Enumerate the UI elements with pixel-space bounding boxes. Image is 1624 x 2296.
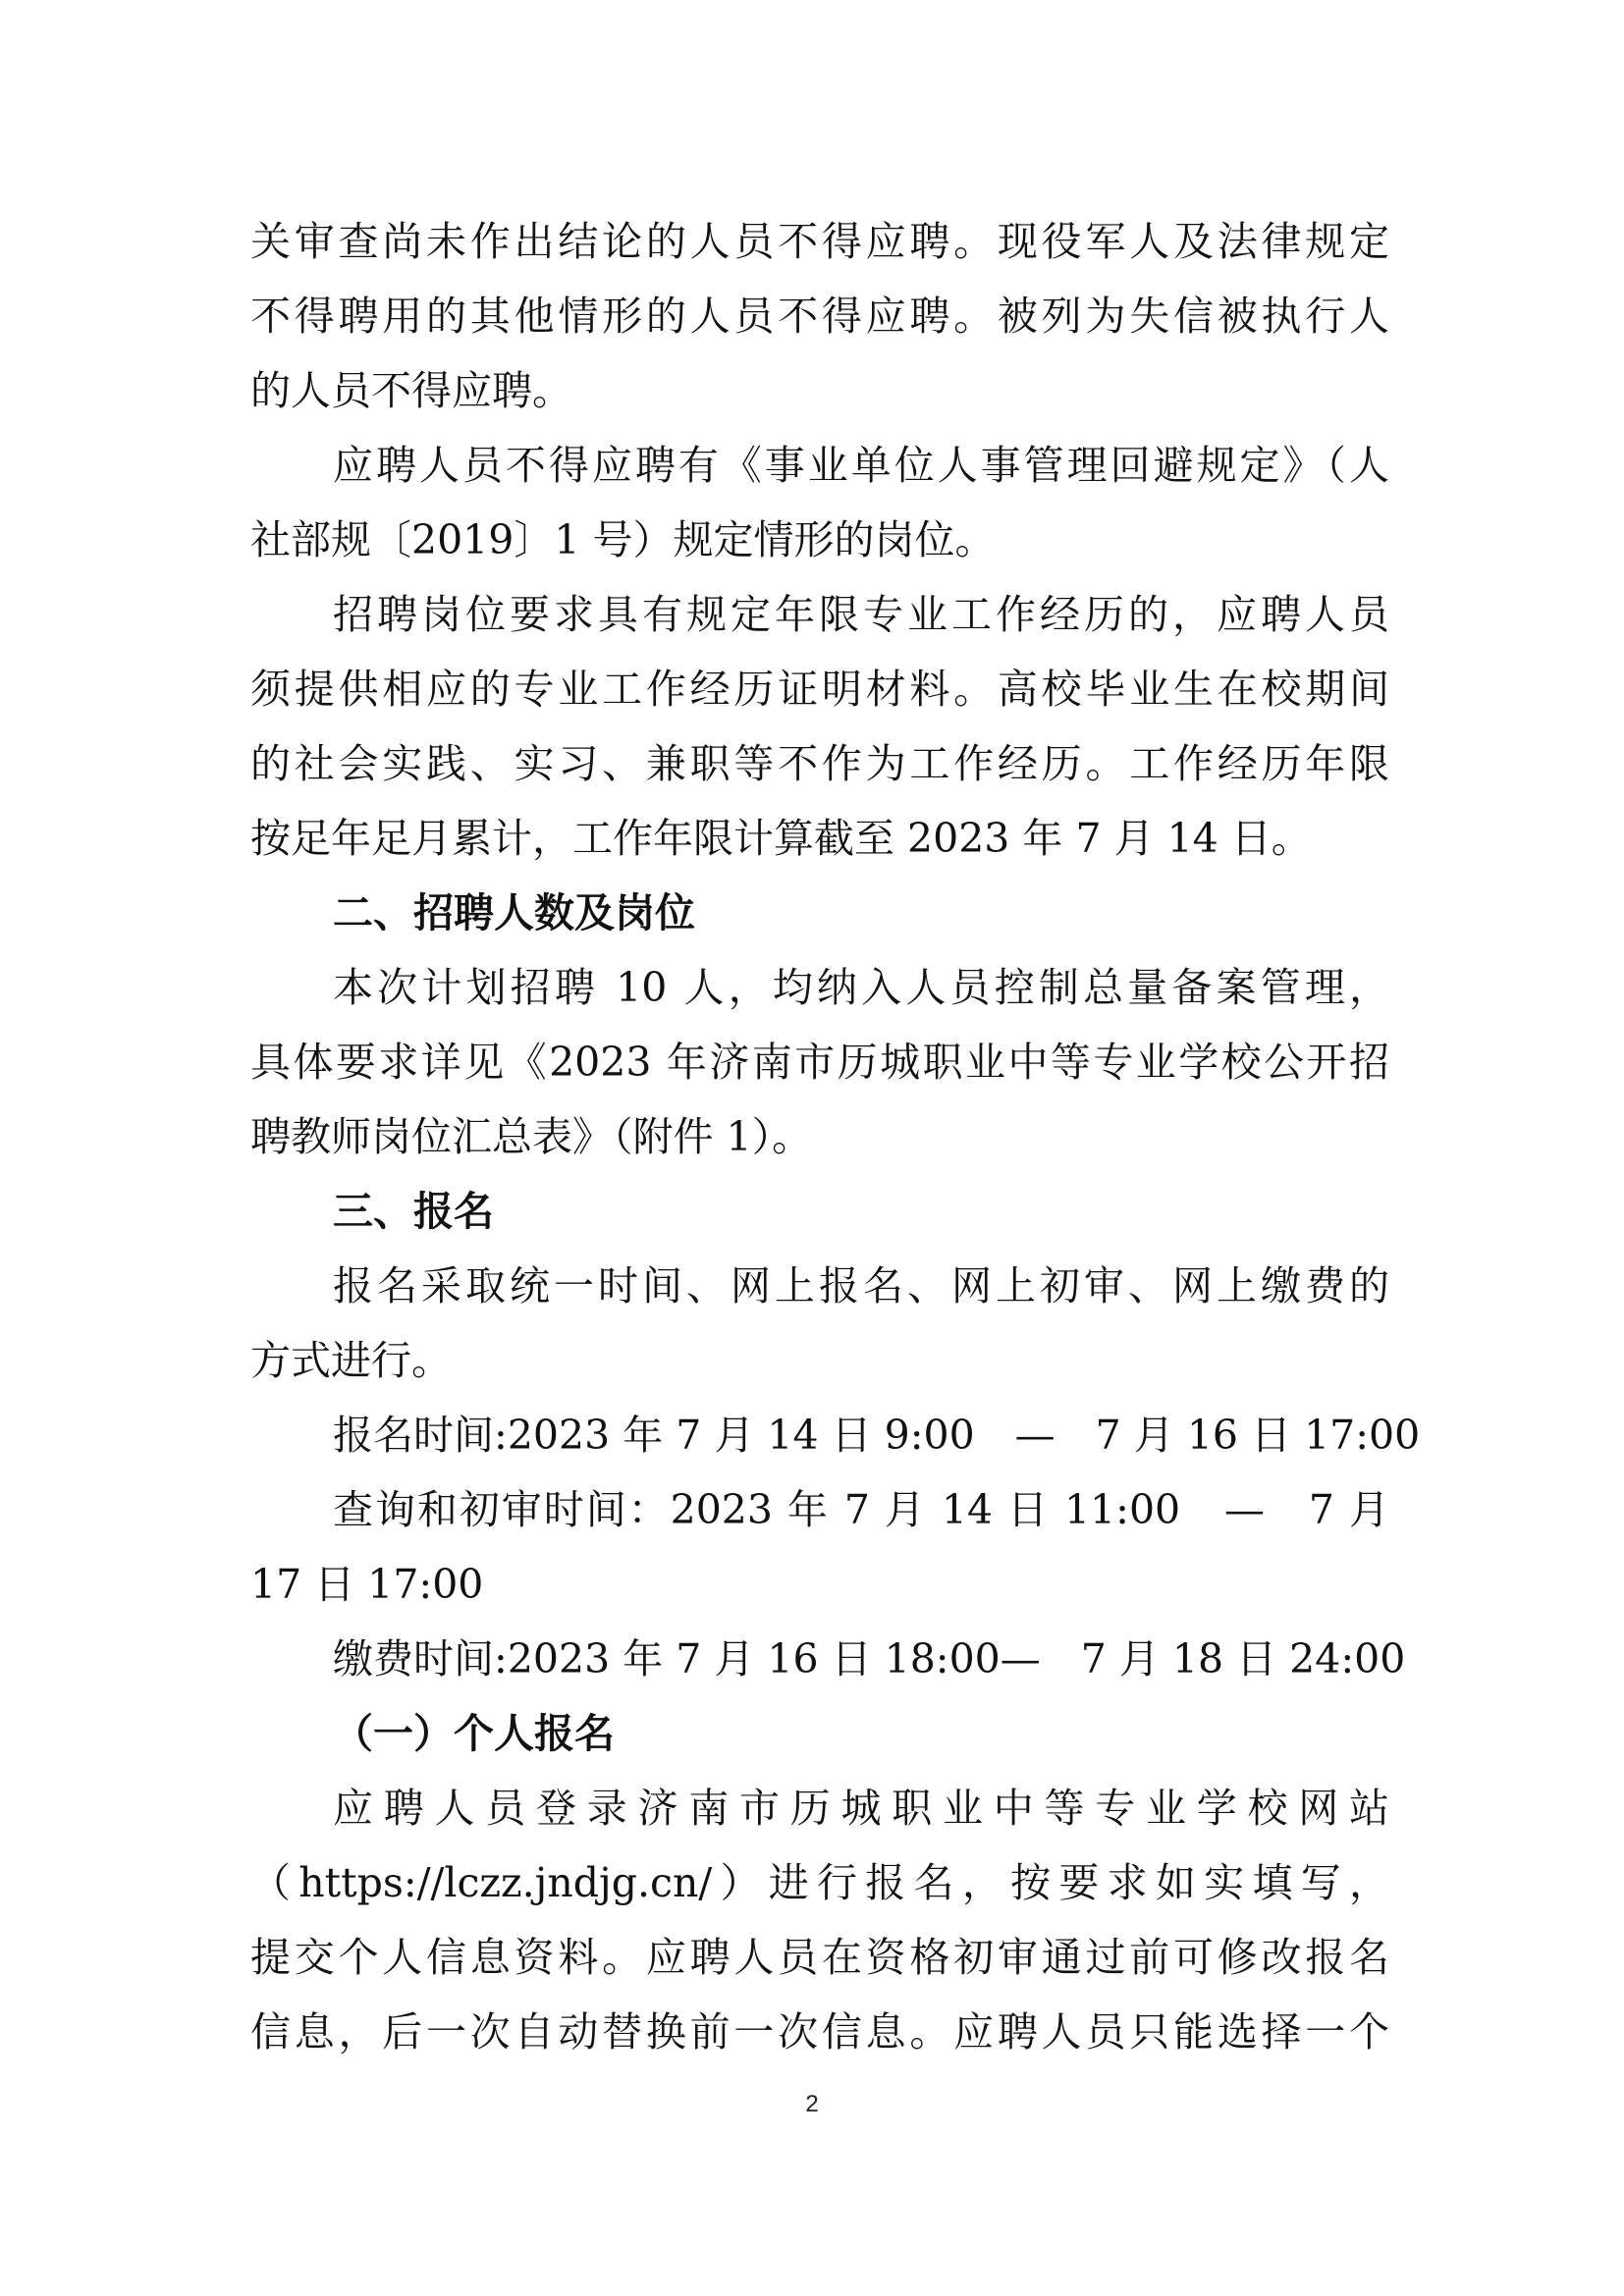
review-time-line: 查询和初审时间：2023 年 7 月 14 日 11:00 — 7 月 [333, 1486, 1389, 1533]
section-heading: 二、招聘人数及岗位 [333, 889, 695, 936]
paragraph-line: 须提供相应的专业工作经历证明材料。高校毕业生在校期间 [250, 666, 1389, 713]
paragraph-line: 聘教师岗位汇总表》（附件 1）。 [250, 1113, 813, 1160]
paragraph-line: 信息，后一次自动替换前一次信息。应聘人员只能选择一个 [250, 2008, 1389, 2056]
paragraph-line: 不得聘用的其他情形的人员不得应聘。被列为失信被执行人 [250, 293, 1389, 340]
payment-time-line: 缴费时间:2023 年 7 月 16 日 18:00— 7 月 18 日 24:00 [333, 1635, 1406, 1682]
paragraph-line: 社部规〔2019〕1 号）规定情形的岗位。 [250, 516, 996, 563]
paragraph-line: 提交个人信息资料。应聘人员在资格初审通过前可修改报名 [250, 1934, 1389, 1981]
paragraph-line: 应聘人员登录济南市历城职业中等专业学校网站 [333, 1785, 1389, 1832]
paragraph-line: 关审查尚未作出结论的人员不得应聘。现役军人及法律规定 [250, 218, 1389, 265]
paragraph-line: 的社会实践、实习、兼职等不作为工作经历。工作经历年限 [250, 740, 1389, 787]
paragraph-line: 报名采取统一时间、网上报名、网上初审、网上缴费的 [333, 1262, 1389, 1309]
section-heading: 三、报名 [333, 1188, 494, 1235]
paragraph-line: 应聘人员不得应聘有《事业单位人事管理回避规定》（人 [333, 442, 1389, 489]
paragraph-line: 具体要求详见《2023 年济南市历城职业中等专业学校公开招 [250, 1039, 1389, 1086]
document-body [250, 204, 1421, 2069]
paragraph-line: 招聘岗位要求具有规定年限专业工作经历的，应聘人员 [333, 591, 1389, 638]
page-number: 2 [805, 2091, 819, 2117]
paragraph-line: 方式进行。 [250, 1337, 452, 1384]
paragraph-line: （https://lczz.jndjg.cn/）进行报名，按要求如实填写， [250, 1859, 1389, 1906]
paragraph-line: 按足年足月累计，工作年限计算截至 2023 年 7 月 14 日。 [250, 815, 1312, 862]
paragraph-line: 本次计划招聘 10 人，均纳入人员控制总量备案管理， [333, 964, 1389, 1011]
review-time-line-end: 17 日 17:00 [250, 1561, 484, 1608]
subsection-heading: （一）个人报名 [333, 1710, 615, 1757]
paragraph-line: 的人员不得应聘。 [250, 367, 572, 414]
registration-time-line: 报名时间:2023 年 7 月 14 日 9:00 — 7 月 16 日 17:00 [333, 1412, 1421, 1459]
